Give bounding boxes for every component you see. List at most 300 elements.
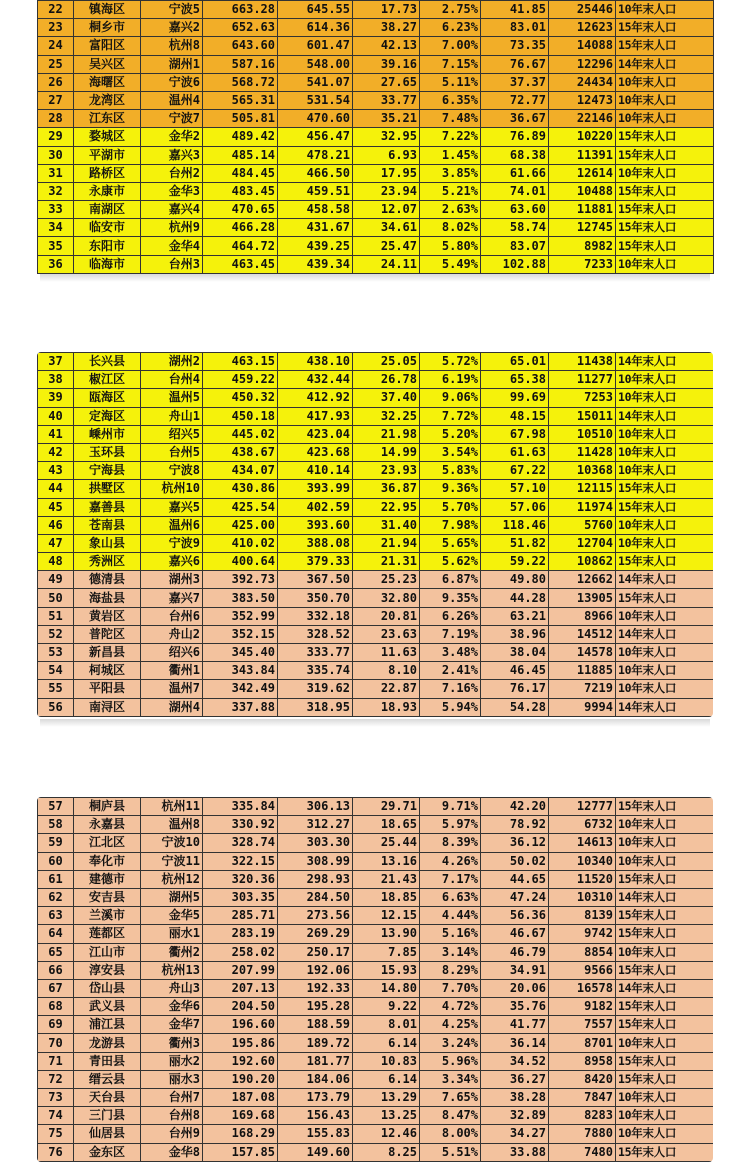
growth-rate-cell: 7.70% xyxy=(420,979,481,997)
difference-cell: 17.95 xyxy=(353,164,420,182)
population-cell: 38.96 xyxy=(481,625,549,643)
value-1-cell: 207.13 xyxy=(203,979,278,997)
rank-cell: 72 xyxy=(38,1070,74,1088)
population-cell: 36.27 xyxy=(481,1070,549,1088)
growth-rate-cell: 5.65% xyxy=(420,534,481,552)
growth-rate-cell: 5.80% xyxy=(420,237,481,255)
city-code-cell: 台州5 xyxy=(141,443,203,461)
value-2-cell: 601.47 xyxy=(278,37,353,55)
rank-cell: 56 xyxy=(38,698,74,716)
city-code-cell: 嘉兴3 xyxy=(141,146,203,164)
per-capita-cell: 12115 xyxy=(549,480,616,498)
rank-cell: 51 xyxy=(38,607,74,625)
population-cell: 46.45 xyxy=(481,662,549,680)
value-2-cell: 379.33 xyxy=(278,553,353,571)
population-cell: 59.22 xyxy=(481,553,549,571)
district-name-cell: 建德市 xyxy=(74,870,141,888)
table-row xyxy=(38,998,714,1016)
growth-rate-cell: 3.14% xyxy=(420,943,481,961)
rank-cell: 46 xyxy=(38,516,74,534)
district-name-cell: 嘉善县 xyxy=(74,498,141,516)
population-cell: 74.01 xyxy=(481,182,549,200)
table-row xyxy=(38,698,714,716)
population-cell: 102.88 xyxy=(481,255,549,273)
rank-cell: 69 xyxy=(38,1016,74,1034)
value-2-cell: 541.07 xyxy=(278,73,353,91)
rank-cell: 48 xyxy=(38,553,74,571)
value-1-cell: 330.92 xyxy=(203,816,278,834)
per-capita-cell: 11974 xyxy=(549,498,616,516)
district-name-cell: 新昌县 xyxy=(74,644,141,662)
city-code-cell: 温州5 xyxy=(141,389,203,407)
growth-rate-cell: 5.72% xyxy=(420,353,481,371)
rank-cell: 53 xyxy=(38,644,74,662)
population-note-cell: 15年末人口 xyxy=(616,1070,714,1088)
per-capita-cell: 8283 xyxy=(549,1107,616,1125)
value-1-cell: 484.45 xyxy=(203,164,278,182)
population-cell: 61.66 xyxy=(481,164,549,182)
population-note-cell: 15年末人口 xyxy=(616,870,714,888)
growth-rate-cell: 3.54% xyxy=(420,443,481,461)
population-cell: 49.80 xyxy=(481,571,549,589)
table-row xyxy=(38,834,714,852)
rank-cell: 30 xyxy=(38,146,74,164)
difference-cell: 6.14 xyxy=(353,1034,420,1052)
difference-cell: 25.47 xyxy=(353,237,420,255)
city-code-cell: 台州7 xyxy=(141,1089,203,1107)
growth-rate-cell: 2.75% xyxy=(420,1,481,19)
rank-cell: 35 xyxy=(38,237,74,255)
value-1-cell: 470.65 xyxy=(203,201,278,219)
population-note-cell: 15年末人口 xyxy=(616,498,714,516)
difference-cell: 29.71 xyxy=(353,798,420,816)
per-capita-cell: 7219 xyxy=(549,680,616,698)
value-2-cell: 149.60 xyxy=(278,1143,353,1161)
district-name-cell: 永嘉县 xyxy=(74,816,141,834)
table-row xyxy=(38,907,714,925)
per-capita-cell: 12704 xyxy=(549,534,616,552)
per-capita-cell: 10220 xyxy=(549,128,616,146)
growth-rate-cell: 4.26% xyxy=(420,852,481,870)
value-2-cell: 189.72 xyxy=(278,1034,353,1052)
city-code-cell: 杭州9 xyxy=(141,219,203,237)
population-cell: 41.77 xyxy=(481,1016,549,1034)
population-note-cell: 15年末人口 xyxy=(616,480,714,498)
population-cell: 38.28 xyxy=(481,1089,549,1107)
value-1-cell: 157.85 xyxy=(203,1143,278,1161)
rank-cell: 42 xyxy=(38,443,74,461)
table-row xyxy=(38,237,714,255)
value-2-cell: 308.99 xyxy=(278,852,353,870)
difference-cell: 13.25 xyxy=(353,1107,420,1125)
table-row xyxy=(38,110,714,128)
difference-cell: 12.15 xyxy=(353,907,420,925)
value-2-cell: 458.58 xyxy=(278,201,353,219)
value-2-cell: 393.99 xyxy=(278,480,353,498)
difference-cell: 11.63 xyxy=(353,644,420,662)
table-row xyxy=(38,1034,714,1052)
rank-cell: 44 xyxy=(38,480,74,498)
population-note-cell: 10年末人口 xyxy=(616,662,714,680)
per-capita-cell: 9182 xyxy=(549,998,616,1016)
city-code-cell: 衢州2 xyxy=(141,943,203,961)
city-code-cell: 金华8 xyxy=(141,1143,203,1161)
difference-cell: 7.85 xyxy=(353,943,420,961)
per-capita-cell: 22146 xyxy=(549,110,616,128)
population-cell: 58.74 xyxy=(481,219,549,237)
per-capita-cell: 8958 xyxy=(549,1052,616,1070)
district-name-cell: 柯城区 xyxy=(74,662,141,680)
value-2-cell: 459.51 xyxy=(278,182,353,200)
table-row xyxy=(38,164,714,182)
table-row xyxy=(38,182,714,200)
per-capita-cell: 12745 xyxy=(549,219,616,237)
district-name-cell: 仙居县 xyxy=(74,1125,141,1143)
value-2-cell: 312.27 xyxy=(278,816,353,834)
rank-cell: 32 xyxy=(38,182,74,200)
growth-rate-cell: 6.87% xyxy=(420,571,481,589)
city-code-cell: 舟山3 xyxy=(141,979,203,997)
district-name-cell: 浦江县 xyxy=(74,1016,141,1034)
difference-cell: 13.16 xyxy=(353,852,420,870)
growth-rate-cell: 5.94% xyxy=(420,698,481,716)
rank-cell: 75 xyxy=(38,1125,74,1143)
table-row xyxy=(38,443,714,461)
value-1-cell: 464.72 xyxy=(203,237,278,255)
growth-rate-cell: 5.20% xyxy=(420,425,481,443)
population-cell: 42.20 xyxy=(481,798,549,816)
value-2-cell: 328.52 xyxy=(278,625,353,643)
value-1-cell: 400.64 xyxy=(203,553,278,571)
district-name-cell: 平湖市 xyxy=(74,146,141,164)
city-code-cell: 杭州11 xyxy=(141,798,203,816)
population-note-cell: 15年末人口 xyxy=(616,589,714,607)
value-2-cell: 192.33 xyxy=(278,979,353,997)
per-capita-cell: 11391 xyxy=(549,146,616,164)
city-code-cell: 湖州5 xyxy=(141,888,203,906)
difference-cell: 22.87 xyxy=(353,680,420,698)
table-row xyxy=(38,607,714,625)
city-code-cell: 台州4 xyxy=(141,371,203,389)
difference-cell: 23.63 xyxy=(353,625,420,643)
population-note-cell: 10年末人口 xyxy=(616,110,714,128)
growth-rate-cell: 9.36% xyxy=(420,480,481,498)
growth-rate-cell: 8.39% xyxy=(420,834,481,852)
population-note-cell: 10年末人口 xyxy=(616,852,714,870)
population-note-cell: 10年末人口 xyxy=(616,1034,714,1052)
value-2-cell: 332.18 xyxy=(278,607,353,625)
table-row xyxy=(38,37,714,55)
district-name-cell: 黄岩区 xyxy=(74,607,141,625)
value-2-cell: 184.06 xyxy=(278,1070,353,1088)
city-code-cell: 嘉兴6 xyxy=(141,553,203,571)
value-1-cell: 425.00 xyxy=(203,516,278,534)
population-cell: 56.36 xyxy=(481,907,549,925)
district-name-cell: 海盐县 xyxy=(74,589,141,607)
difference-cell: 32.80 xyxy=(353,589,420,607)
district-name-cell: 临海市 xyxy=(74,255,141,273)
value-2-cell: 393.60 xyxy=(278,516,353,534)
district-name-cell: 苍南县 xyxy=(74,516,141,534)
difference-cell: 37.40 xyxy=(353,389,420,407)
section-shadow xyxy=(40,719,710,727)
district-name-cell: 长兴县 xyxy=(74,353,141,371)
population-note-cell: 10年末人口 xyxy=(616,425,714,443)
per-capita-cell: 7233 xyxy=(549,255,616,273)
growth-rate-cell: 4.25% xyxy=(420,1016,481,1034)
growth-rate-cell: 3.24% xyxy=(420,1034,481,1052)
value-1-cell: 505.81 xyxy=(203,110,278,128)
population-note-cell: 10年末人口 xyxy=(616,516,714,534)
value-2-cell: 306.13 xyxy=(278,798,353,816)
district-name-cell: 秀洲区 xyxy=(74,553,141,571)
table-row xyxy=(38,498,714,516)
growth-rate-cell: 5.97% xyxy=(420,816,481,834)
value-1-cell: 195.86 xyxy=(203,1034,278,1052)
district-name-cell: 宁海县 xyxy=(74,462,141,480)
population-note-cell: 10年末人口 xyxy=(616,73,714,91)
value-1-cell: 489.42 xyxy=(203,128,278,146)
value-2-cell: 298.93 xyxy=(278,870,353,888)
population-note-cell: 10年末人口 xyxy=(616,1,714,19)
difference-cell: 8.01 xyxy=(353,1016,420,1034)
population-cell: 37.37 xyxy=(481,73,549,91)
city-code-cell: 湖州2 xyxy=(141,353,203,371)
ranking-table-1 xyxy=(37,0,714,274)
difference-cell: 14.80 xyxy=(353,979,420,997)
difference-cell: 21.31 xyxy=(353,553,420,571)
per-capita-cell: 11520 xyxy=(549,870,616,888)
difference-cell: 35.21 xyxy=(353,110,420,128)
table-row xyxy=(38,255,714,273)
table-row xyxy=(38,146,714,164)
city-code-cell: 台州3 xyxy=(141,255,203,273)
population-cell: 63.21 xyxy=(481,607,549,625)
population-note-cell: 14年末人口 xyxy=(616,353,714,371)
table-row xyxy=(38,91,714,109)
population-note-cell: 10年末人口 xyxy=(616,164,714,182)
district-name-cell: 桐乡市 xyxy=(74,19,141,37)
per-capita-cell: 10368 xyxy=(549,462,616,480)
population-cell: 33.88 xyxy=(481,1143,549,1161)
value-1-cell: 207.99 xyxy=(203,961,278,979)
district-name-cell: 瓯海区 xyxy=(74,389,141,407)
rank-cell: 74 xyxy=(38,1107,74,1125)
growth-rate-cell: 3.85% xyxy=(420,164,481,182)
difference-cell: 32.95 xyxy=(353,128,420,146)
table-row xyxy=(38,73,714,91)
growth-rate-cell: 8.29% xyxy=(420,961,481,979)
table-row xyxy=(38,798,714,816)
district-name-cell: 普陀区 xyxy=(74,625,141,643)
value-1-cell: 410.02 xyxy=(203,534,278,552)
growth-rate-cell: 5.51% xyxy=(420,1143,481,1161)
table-row xyxy=(38,219,714,237)
population-cell: 99.69 xyxy=(481,389,549,407)
growth-rate-cell: 7.00% xyxy=(420,37,481,55)
value-2-cell: 195.28 xyxy=(278,998,353,1016)
value-1-cell: 187.08 xyxy=(203,1089,278,1107)
value-2-cell: 478.21 xyxy=(278,146,353,164)
table-row xyxy=(38,128,714,146)
table-row xyxy=(38,534,714,552)
growth-rate-cell: 5.70% xyxy=(420,498,481,516)
rank-cell: 50 xyxy=(38,589,74,607)
city-code-cell: 湖州3 xyxy=(141,571,203,589)
growth-rate-cell: 5.21% xyxy=(420,182,481,200)
city-code-cell: 舟山1 xyxy=(141,407,203,425)
population-note-cell: 15年末人口 xyxy=(616,998,714,1016)
city-code-cell: 嘉兴4 xyxy=(141,201,203,219)
difference-cell: 15.93 xyxy=(353,961,420,979)
difference-cell: 12.46 xyxy=(353,1125,420,1143)
table-row xyxy=(38,589,714,607)
per-capita-cell: 12623 xyxy=(549,19,616,37)
district-name-cell: 海曙区 xyxy=(74,73,141,91)
district-name-cell: 玉环县 xyxy=(74,443,141,461)
per-capita-cell: 25446 xyxy=(549,1,616,19)
difference-cell: 8.25 xyxy=(353,1143,420,1161)
per-capita-cell: 7480 xyxy=(549,1143,616,1161)
value-1-cell: 283.19 xyxy=(203,925,278,943)
growth-rate-cell: 7.98% xyxy=(420,516,481,534)
difference-cell: 25.44 xyxy=(353,834,420,852)
population-cell: 65.01 xyxy=(481,353,549,371)
value-1-cell: 652.63 xyxy=(203,19,278,37)
value-2-cell: 402.59 xyxy=(278,498,353,516)
city-code-cell: 湖州4 xyxy=(141,698,203,716)
table-row xyxy=(38,852,714,870)
value-1-cell: 285.71 xyxy=(203,907,278,925)
population-note-cell: 15年末人口 xyxy=(616,907,714,925)
table-row xyxy=(38,870,714,888)
growth-rate-cell: 6.35% xyxy=(420,91,481,109)
difference-cell: 9.22 xyxy=(353,998,420,1016)
value-1-cell: 430.86 xyxy=(203,480,278,498)
district-name-cell: 婺城区 xyxy=(74,128,141,146)
per-capita-cell: 11428 xyxy=(549,443,616,461)
table-row xyxy=(38,1052,714,1070)
value-2-cell: 645.55 xyxy=(278,1,353,19)
table-row xyxy=(38,371,714,389)
district-name-cell: 江东区 xyxy=(74,110,141,128)
growth-rate-cell: 8.00% xyxy=(420,1125,481,1143)
value-1-cell: 343.84 xyxy=(203,662,278,680)
population-cell: 36.14 xyxy=(481,1034,549,1052)
ranking-table-2 xyxy=(37,352,713,717)
district-name-cell: 东阳市 xyxy=(74,237,141,255)
value-1-cell: 204.50 xyxy=(203,998,278,1016)
city-code-cell: 温州6 xyxy=(141,516,203,534)
city-code-cell: 宁波8 xyxy=(141,462,203,480)
table-row xyxy=(38,1070,714,1088)
value-2-cell: 318.95 xyxy=(278,698,353,716)
difference-cell: 8.10 xyxy=(353,662,420,680)
population-cell: 50.02 xyxy=(481,852,549,870)
per-capita-cell: 14578 xyxy=(549,644,616,662)
value-1-cell: 434.07 xyxy=(203,462,278,480)
city-code-cell: 衢州3 xyxy=(141,1034,203,1052)
city-code-cell: 温州8 xyxy=(141,816,203,834)
difference-cell: 36.87 xyxy=(353,480,420,498)
value-2-cell: 350.70 xyxy=(278,589,353,607)
growth-rate-cell: 7.19% xyxy=(420,625,481,643)
table-row xyxy=(38,553,714,571)
population-note-cell: 10年末人口 xyxy=(616,371,714,389)
per-capita-cell: 14088 xyxy=(549,37,616,55)
table-row xyxy=(38,480,714,498)
population-note-cell: 10年末人口 xyxy=(616,816,714,834)
district-name-cell: 莲都区 xyxy=(74,925,141,943)
population-cell: 44.65 xyxy=(481,870,549,888)
rank-cell: 22 xyxy=(38,1,74,19)
growth-rate-cell: 7.16% xyxy=(420,680,481,698)
per-capita-cell: 9742 xyxy=(549,925,616,943)
population-cell: 57.06 xyxy=(481,498,549,516)
population-cell: 83.07 xyxy=(481,237,549,255)
rank-cell: 29 xyxy=(38,128,74,146)
difference-cell: 21.94 xyxy=(353,534,420,552)
difference-cell: 27.65 xyxy=(353,73,420,91)
city-code-cell: 台州8 xyxy=(141,1107,203,1125)
table-row xyxy=(38,19,714,37)
value-1-cell: 466.28 xyxy=(203,219,278,237)
table-row xyxy=(38,644,714,662)
city-code-cell: 绍兴6 xyxy=(141,644,203,662)
per-capita-cell: 12473 xyxy=(549,91,616,109)
table-row xyxy=(38,1089,714,1107)
value-2-cell: 438.10 xyxy=(278,353,353,371)
district-name-cell: 奉化市 xyxy=(74,852,141,870)
value-1-cell: 345.40 xyxy=(203,644,278,662)
value-1-cell: 450.18 xyxy=(203,407,278,425)
table-row xyxy=(38,407,714,425)
population-cell: 35.76 xyxy=(481,998,549,1016)
value-2-cell: 439.34 xyxy=(278,255,353,273)
per-capita-cell: 6732 xyxy=(549,816,616,834)
population-note-cell: 10年末人口 xyxy=(616,644,714,662)
population-note-cell: 15年末人口 xyxy=(616,798,714,816)
district-name-cell: 南浔区 xyxy=(74,698,141,716)
district-name-cell: 青田县 xyxy=(74,1052,141,1070)
per-capita-cell: 14512 xyxy=(549,625,616,643)
table-section-3 xyxy=(37,797,713,1162)
population-note-cell: 10年末人口 xyxy=(616,443,714,461)
table-row xyxy=(38,888,714,906)
value-1-cell: 303.35 xyxy=(203,888,278,906)
growth-rate-cell: 5.96% xyxy=(420,1052,481,1070)
growth-rate-cell: 7.22% xyxy=(420,128,481,146)
per-capita-cell: 7557 xyxy=(549,1016,616,1034)
rank-cell: 73 xyxy=(38,1089,74,1107)
value-1-cell: 320.36 xyxy=(203,870,278,888)
rank-cell: 31 xyxy=(38,164,74,182)
district-name-cell: 吴兴区 xyxy=(74,55,141,73)
city-code-cell: 嘉兴5 xyxy=(141,498,203,516)
rank-cell: 39 xyxy=(38,389,74,407)
difference-cell: 21.43 xyxy=(353,870,420,888)
difference-cell: 42.13 xyxy=(353,37,420,55)
value-2-cell: 333.77 xyxy=(278,644,353,662)
value-2-cell: 303.30 xyxy=(278,834,353,852)
growth-rate-cell: 7.17% xyxy=(420,870,481,888)
rank-cell: 65 xyxy=(38,943,74,961)
city-code-cell: 宁波5 xyxy=(141,1,203,19)
rank-cell: 55 xyxy=(38,680,74,698)
rank-cell: 34 xyxy=(38,219,74,237)
population-cell: 41.85 xyxy=(481,1,549,19)
per-capita-cell: 10488 xyxy=(549,182,616,200)
